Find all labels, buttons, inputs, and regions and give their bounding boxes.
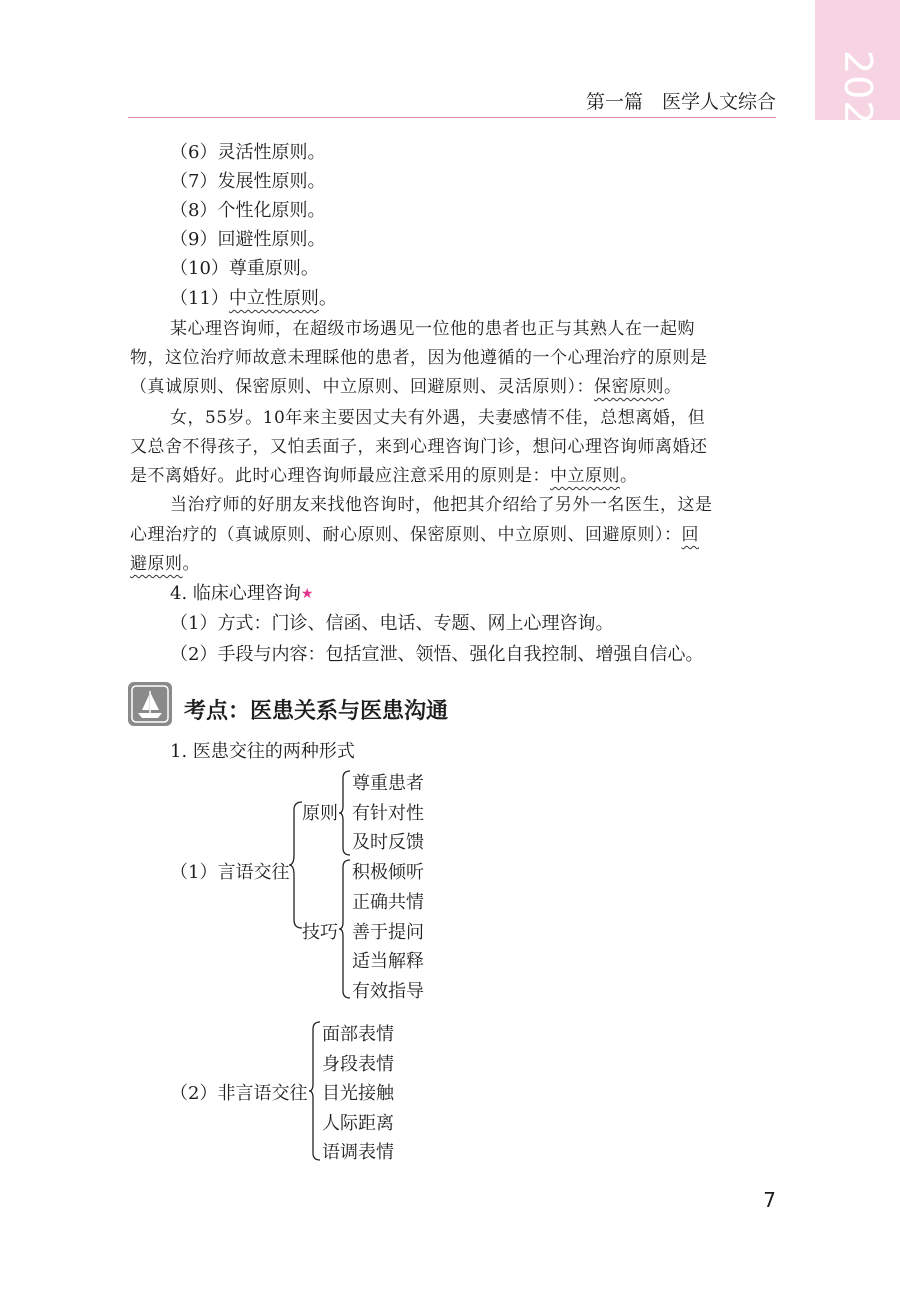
q3-line1: 当治疗师的好朋友来找他咨询时，他把其介绍给了另外一名医生，这是 — [170, 495, 713, 515]
clinical-item-1: （1）方式：门诊、信函、电话、专题、网上心理咨询。 — [170, 613, 614, 634]
skill-item-3: 善于提问 — [352, 922, 424, 943]
q3-line3 — [130, 549, 200, 579]
nonverbal-item-4: 人际距离 — [322, 1113, 394, 1134]
q1-line3 — [130, 372, 682, 402]
principle-item-1: 尊重患者 — [352, 773, 424, 794]
q3-answer-part2: 避原则 — [130, 554, 183, 574]
q2-answer: 中立原则 — [550, 466, 620, 486]
page-number: 7 — [763, 1188, 776, 1212]
nonverbal-label: （2）非言语交往 — [170, 1083, 308, 1104]
principle-item-2: 有针对性 — [352, 803, 424, 824]
nonverbal-item-5: 语调表情 — [322, 1142, 394, 1163]
star-icon: ★ — [300, 586, 314, 602]
nonverbal-item-3: 目光接触 — [322, 1083, 394, 1104]
principle-11-suffix: 。 — [318, 288, 337, 309]
q2-suffix: 。 — [620, 466, 638, 486]
principle-11-prefix: （11） — [170, 288, 229, 309]
verbal-label: （1）言语交往 — [170, 862, 290, 883]
q1-suffix: 。 — [664, 377, 682, 397]
q3-line2 — [130, 520, 699, 550]
running-header: 第一篇 医学人文综合 — [585, 91, 776, 113]
skill-item-5: 有效指导 — [352, 981, 424, 1002]
year-watermark: 2025 — [836, 50, 880, 151]
principle-10: （10）尊重原则。 — [170, 258, 319, 279]
q1-line2: 物，这位治疗师故意未理睬他的患者，因为他遵循的一个心理治疗的原则是 — [130, 348, 708, 368]
q3-suffix: 。 — [182, 554, 200, 574]
skill-item-2: 正确共情 — [352, 892, 424, 913]
q2-line2: 又总舍不得孩子，又怕丢面子，来到心理咨询门诊，想问心理咨询师离婚还 — [130, 437, 708, 457]
principle-11 — [170, 284, 337, 314]
q1-line1: 某心理咨询师，在超级市场遇见一位他的患者也正与其熟人在一起购 — [170, 319, 695, 339]
principle-brace — [338, 769, 352, 857]
q3-answer-part1: 回 — [681, 525, 699, 545]
clinical-item-2: （2）手段与内容：包括宣泄、领悟、强化自我控制、增强自信心。 — [170, 644, 704, 665]
nonverbal-item-2: 身段表情 — [322, 1054, 394, 1075]
skill-label: 技巧 — [302, 922, 338, 943]
principle-9: （9）回避性原则。 — [170, 229, 326, 250]
header-rule — [128, 117, 776, 118]
q3-line2-prefix: 心理治疗的（真诚原则、耐心原则、保密原则、中立原则、回避原则）： — [130, 525, 682, 545]
principle-6: （6）灵活性原则。 — [170, 142, 326, 163]
nonverbal-brace — [308, 1020, 322, 1162]
skill-item-4: 适当解释 — [352, 951, 424, 972]
principle-item-3: 及时反馈 — [352, 832, 424, 853]
q1-answer: 保密原则 — [594, 377, 664, 397]
section-title: 考点：医患关系与医患沟通 — [184, 699, 449, 724]
q2-line3-prefix: 是不离婚好。此时心理咨询师最应注意采用的原则是： — [130, 466, 550, 486]
principle-11-term: 中立性原则 — [228, 288, 319, 309]
q2-line1: 女，55岁。10年来主要因丈夫有外遇，夫妻感情不佳，总想离婚，但 — [170, 408, 706, 428]
nonverbal-item-1: 面部表情 — [322, 1024, 394, 1045]
skill-brace — [338, 858, 352, 1000]
skill-item-1: 积极倾听 — [352, 862, 424, 883]
principle-label: 原则 — [302, 803, 338, 824]
sailboat-icon — [128, 682, 172, 726]
q1-line3-prefix: （真诚原则、保密原则、中立原则、回避原则、灵活原则）： — [130, 377, 594, 397]
principle-7: （7）发展性原则。 — [170, 171, 326, 192]
clinical-heading-text: 4. 临床心理咨询 — [170, 583, 301, 604]
comm-heading: 1. 医患交往的两种形式 — [170, 741, 355, 762]
principle-8: （8）个性化原则。 — [170, 200, 326, 221]
clinical-heading — [170, 579, 313, 609]
q2-line3 — [130, 461, 638, 491]
